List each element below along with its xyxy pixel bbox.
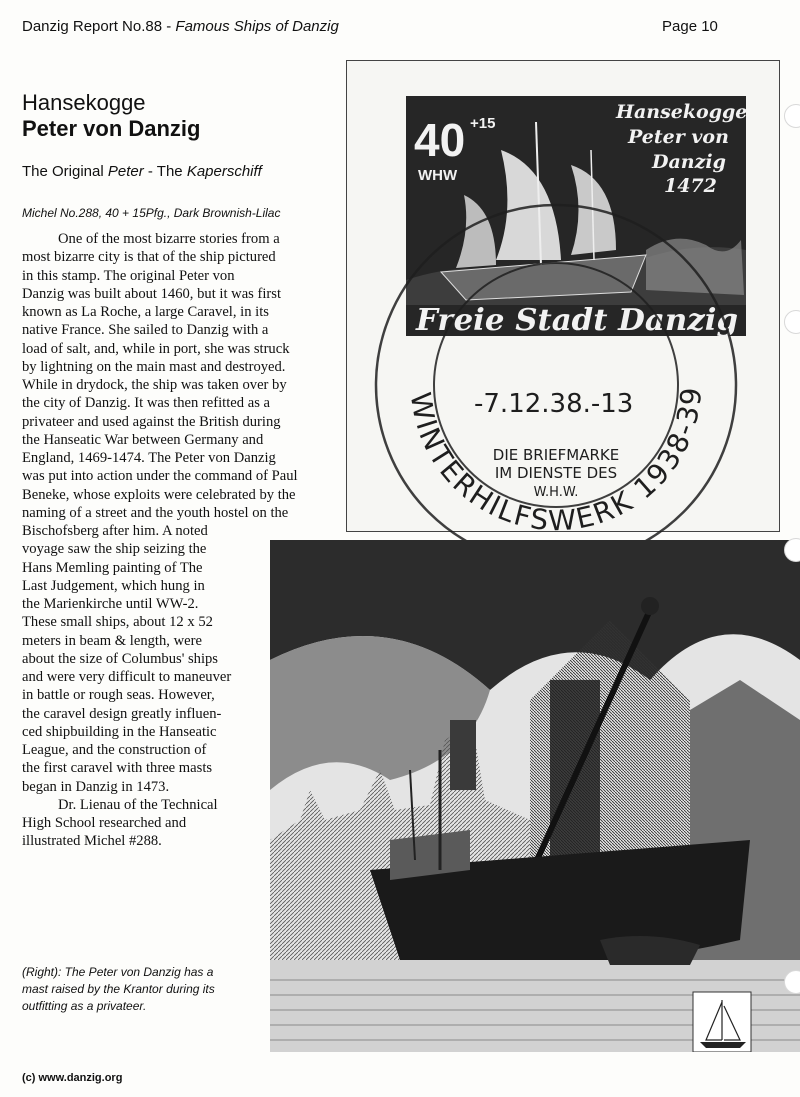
body-line: and were very difficult to maneuver bbox=[22, 669, 232, 685]
body-line: illustrated Michel #288. bbox=[22, 833, 162, 850]
postmark-inner1: DIE BRIEFMARKE bbox=[492, 446, 620, 464]
body-line: privateer and used against the British during bbox=[22, 413, 281, 430]
stamp-image bbox=[346, 60, 780, 540]
report-number: Danzig Report No.88 - bbox=[22, 18, 176, 35]
body-line: Danzig was built about 1460, but it was first bbox=[22, 285, 282, 302]
etching-pulley bbox=[641, 597, 659, 615]
binder-hole-upper bbox=[784, 310, 800, 334]
body-line: the Marienkirche until WW-2. bbox=[22, 596, 199, 612]
body-line: in this stamp. The original Peter von bbox=[22, 267, 235, 284]
stamp-name-line2: Peter von bbox=[628, 126, 729, 148]
page-number: Page 10 bbox=[662, 18, 718, 35]
body-line: naming of a street and the youth hostel on the bbox=[22, 504, 289, 521]
body-line: the caravel design greatly influen- bbox=[22, 705, 222, 722]
article-title-line1: Hansekogge bbox=[22, 90, 146, 115]
series-title: Famous Ships of Danzig bbox=[175, 18, 339, 35]
body-line: High School researched and bbox=[22, 815, 187, 831]
body-line: League, and the construction of bbox=[22, 742, 207, 758]
copyright-footer: (c) www.danzig.org bbox=[22, 1072, 123, 1084]
binder-hole-top bbox=[784, 104, 800, 128]
article-subtitle bbox=[22, 163, 262, 180]
body-line: the first caravel with three masts bbox=[22, 760, 213, 777]
article-title-line2: Peter von Danzig bbox=[22, 116, 201, 141]
body-line: While in drydock, the ship was taken over by bbox=[22, 377, 287, 393]
body-line: Beneke, whose exploits were celebrated by the bbox=[22, 486, 296, 503]
body-line: Dr. Lienau of the Technical bbox=[58, 796, 218, 813]
body-line: Hans Memling painting of The bbox=[22, 559, 203, 576]
body-line: ced shipbuilding in the Hanseatic bbox=[22, 723, 217, 740]
body-line: These small ships, about 12 x 52 bbox=[22, 614, 213, 631]
sailboat-logo-hull bbox=[700, 1042, 746, 1048]
stamp-name-line3: Danzig bbox=[652, 151, 726, 173]
body-line: One of the most bizarre stories from a bbox=[58, 231, 280, 247]
postmark-inner2: IM DIENSTE DES bbox=[494, 464, 618, 482]
subtitle-middle: - The bbox=[143, 163, 187, 180]
body-line: began in Danzig in 1473. bbox=[22, 778, 170, 795]
stamp-bottom-text: Freie Stadt Danzig bbox=[414, 303, 738, 338]
subtitle-peter: Peter bbox=[107, 163, 144, 180]
body-line: voyage saw the ship seizing the bbox=[22, 541, 207, 558]
body-line: native France. She sailed to Danzig with a bbox=[22, 322, 269, 339]
body-line: load of salt, and, while in port, she was struck bbox=[22, 340, 290, 357]
image-caption bbox=[22, 964, 272, 1015]
stamp-surcharge: +15 bbox=[470, 115, 496, 132]
body-line: about the size of Columbus' ships bbox=[22, 650, 218, 667]
body-line: most bizarre city is that of the ship pictured bbox=[22, 249, 276, 266]
body-line: meters in beam & length, were bbox=[22, 632, 202, 649]
caption-line: (Right): The Peter von Danzig has a bbox=[22, 965, 214, 979]
stamp-year: 1472 bbox=[664, 175, 717, 197]
body-line: known as La Roche, a large Caravel, in its bbox=[22, 304, 269, 320]
body-line: by lightning on the main mast and destroyed. bbox=[22, 358, 286, 375]
caption-line: mast raised by the Krantor during its bbox=[22, 982, 215, 996]
postmark-ring-text: WINTERHILFSWERK 1938-39 bbox=[403, 384, 709, 538]
postmark-date: -7.12.38.-13 bbox=[474, 389, 634, 419]
stamp-value: 40 bbox=[414, 114, 466, 166]
stamp-name-line1: Hansekogge bbox=[616, 101, 748, 123]
body-line: Last Judgement, which hung in bbox=[22, 577, 205, 594]
subtitle-kaperschiff: Kaperschiff bbox=[186, 163, 262, 180]
caption-line: outfitting as a privateer. bbox=[22, 999, 147, 1013]
stamp-whw: WHW bbox=[418, 167, 458, 184]
body-line: the Hanseatic War between Germany and bbox=[22, 431, 264, 448]
report-header bbox=[22, 18, 339, 35]
body-line: Bischofsberg after him. A noted bbox=[22, 523, 208, 539]
subtitle-prefix: The Original bbox=[22, 163, 108, 180]
etching-church-tower bbox=[450, 720, 476, 790]
body-line: in battle or rough seas. However, bbox=[22, 687, 215, 704]
michel-catalog-line: Michel No.288, 40 + 15Pfg., Dark Brownish-Lilac bbox=[22, 206, 281, 220]
body-line: England, 1469-1474. The Peter von Danzig bbox=[22, 450, 276, 466]
krantor-etching bbox=[270, 540, 800, 1052]
postmark-inner3: W.H.W. bbox=[533, 485, 579, 500]
body-line: was put into action under the command of Paul bbox=[22, 468, 298, 485]
body-line: the city of Danzig. It was then refitted as a bbox=[22, 395, 271, 412]
